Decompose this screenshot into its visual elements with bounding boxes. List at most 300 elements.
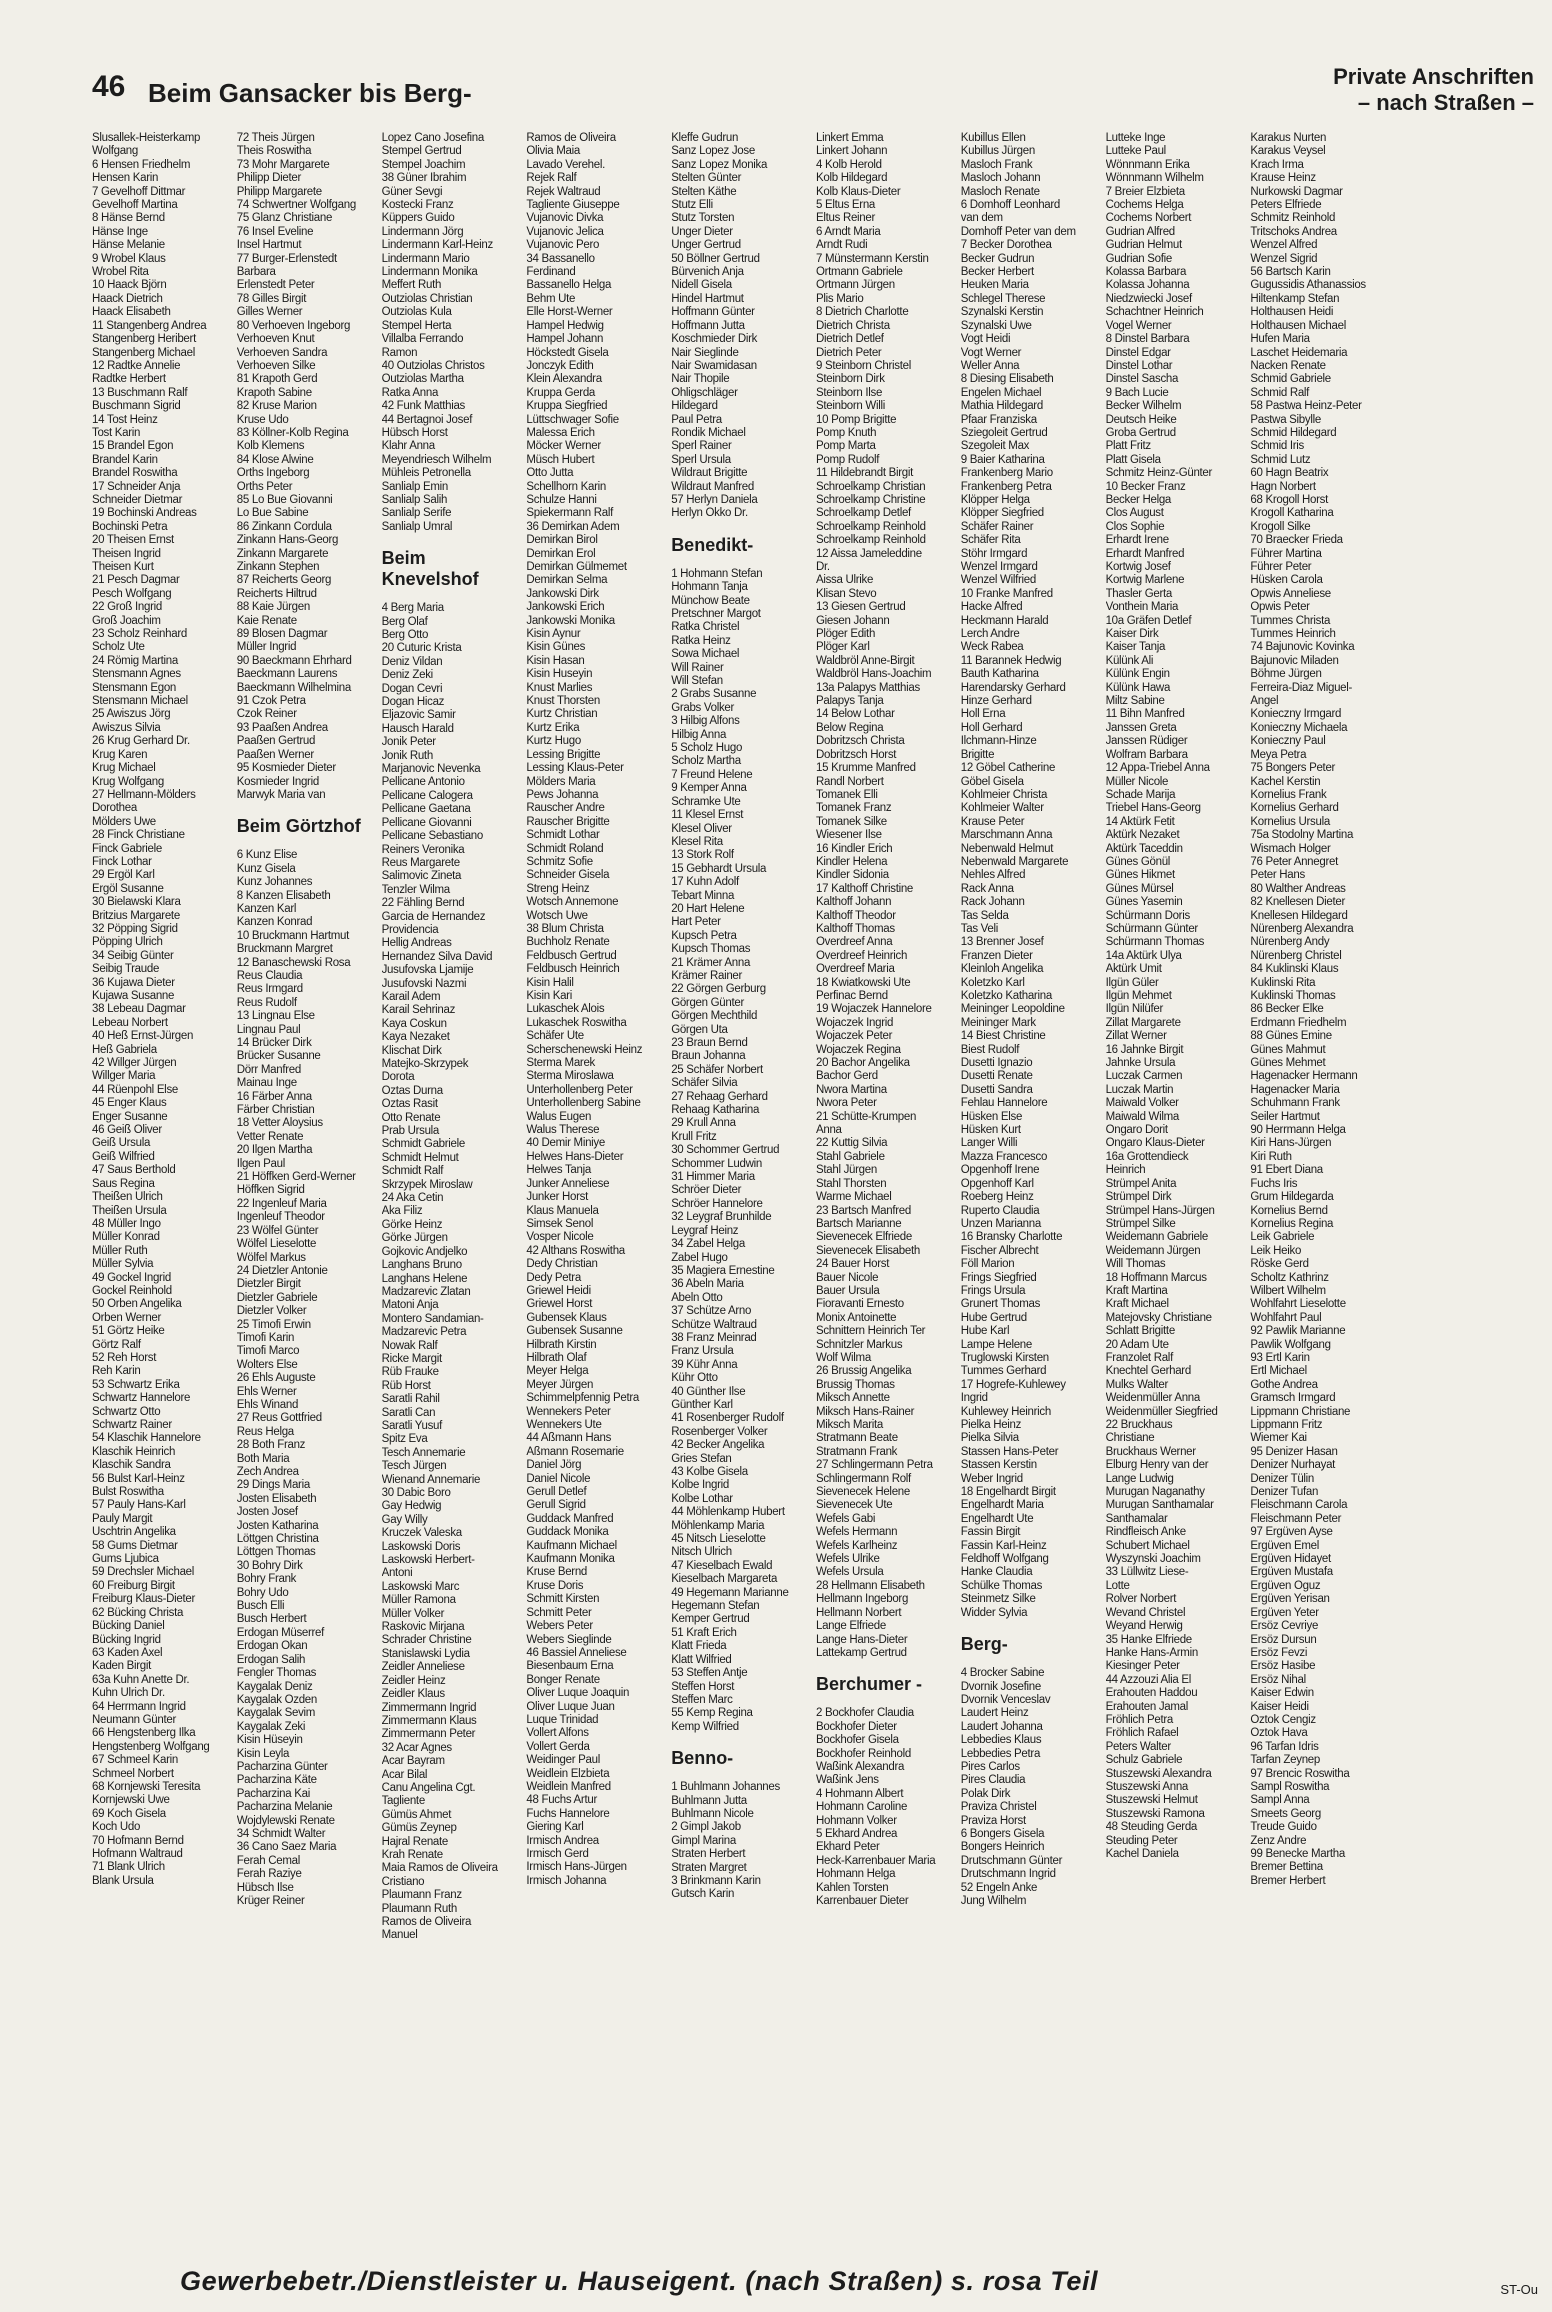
directory-entry: Philipp Margarete — [236, 185, 322, 198]
directory-entry: Meyendriesch Wilhelm — [381, 453, 492, 466]
directory-entry: Dr. — [815, 561, 830, 573]
directory-entry: Hensen Karin — [92, 172, 159, 185]
directory-entry: Giesen Johann — [815, 614, 890, 627]
directory-entry: Schäfer Rita — [960, 534, 1021, 547]
directory-entry: Thasler Gerta — [1105, 587, 1172, 600]
directory-entry: Klöpper Helga — [960, 493, 1030, 506]
directory-entry: Leik Gabriele — [1250, 1231, 1315, 1244]
directory-entry: Krull Fritz — [671, 1130, 717, 1143]
directory-entry: Haack Dietrich — [92, 292, 163, 305]
directory-entry: Reh Karin — [92, 1365, 141, 1378]
directory-entry: Rack Anna — [960, 882, 1014, 895]
directory-entry: Tas Selda — [960, 909, 1009, 922]
directory-entry: Stuszewski Helmut — [1105, 1794, 1198, 1807]
directory-entry: Groba Gertrud — [1105, 426, 1176, 439]
directory-entry: Montero Sandamian- — [381, 1312, 484, 1325]
page-header — [0, 0, 1552, 128]
directory-entry: 19 Bochinski Andreas — [92, 507, 197, 520]
directory-entry: 32 Pöpping Sigrid — [92, 922, 178, 935]
directory-entry: Hildegard — [671, 400, 718, 413]
directory-entry: 5 Ekhard Andrea — [815, 1827, 898, 1840]
directory-entry: 22 Groß Ingrid — [92, 601, 162, 614]
directory-entry: Föll Marion — [960, 1258, 1015, 1271]
directory-entry: Tummes Heinrich — [1250, 628, 1336, 641]
directory-entry: Engelhardt Maria — [960, 1499, 1044, 1512]
directory-entry: 6 Bongers Gisela — [960, 1827, 1045, 1840]
directory-entry: 57 Pauly Hans-Karl — [92, 1499, 186, 1512]
directory-entry: Demirkan Erol — [526, 547, 596, 560]
directory-entry: Gerull Sigrid — [526, 1499, 586, 1512]
directory-entry: Finck Gabriele — [92, 842, 162, 855]
directory-entry: Schlingermann Rolf — [815, 1472, 911, 1485]
directory-entry: Sanz Lopez Jose — [671, 145, 755, 158]
directory-entry: Wiesener Ilse — [815, 829, 882, 842]
directory-entry: 13 Lingnau Else — [236, 1010, 315, 1023]
directory-entry: Dietrich Detlef — [815, 333, 884, 346]
directory-entry: 24 Römig Martina — [92, 654, 178, 667]
directory-entry: Kolbe Ingrid — [671, 1479, 729, 1492]
directory-column — [816, 132, 961, 2260]
directory-entry: Vogt Werner — [960, 346, 1022, 359]
directory-entry: Spiekermann Ralf — [526, 507, 613, 520]
directory-entry: Busch Herbert — [236, 1613, 307, 1626]
directory-entry: Denizer Tülin — [1250, 1472, 1315, 1485]
directory-entry: Madzarevic Zlatan — [381, 1285, 471, 1298]
directory-entry: Biesenbaum Erna — [526, 1660, 614, 1673]
directory-entry: Sanlialp Salih — [381, 493, 448, 506]
directory-entry: Wolfgang — [92, 145, 138, 158]
directory-entry: Knust Marlies — [526, 681, 593, 694]
directory-entry: Irmisch Gerd — [526, 1848, 589, 1860]
directory-entry: Kruppa Siegfried — [526, 400, 608, 413]
directory-entry: Schmid Ralf — [1250, 386, 1310, 399]
directory-entry: 29 Krull Anna — [671, 1117, 736, 1130]
directory-entry: Hagenacker Maria — [1250, 1083, 1340, 1096]
directory-entry: Tummes Gerhard — [960, 1365, 1047, 1378]
directory-entry: Klaus Manuela — [526, 1204, 599, 1217]
directory-entry: Zimmermann Ingrid — [381, 1701, 477, 1714]
directory-entry: Hüsken Carola — [1250, 574, 1323, 587]
directory-entry: Hellig Andreas — [381, 937, 452, 950]
directory-entry: 70 Braecker Frieda — [1250, 534, 1343, 547]
directory-entry: Schmidt Helmut — [381, 1151, 459, 1164]
directory-entry: Kisin Hüseyin — [236, 1734, 303, 1747]
directory-entry: 11 Bihn Manfred — [1105, 708, 1185, 721]
directory-entry: Krogoll Katharina — [1250, 507, 1334, 520]
directory-entry: 83 Köllner-Kolb Regina — [236, 426, 349, 439]
directory-entry: Nurkowski Dagmar — [1250, 185, 1343, 198]
directory-entry: Kubillus Ellen — [960, 132, 1026, 144]
directory-entry: Pires Claudia — [960, 1774, 1026, 1787]
directory-entry: Schneider Gisela — [526, 869, 610, 882]
directory-entry: Brücker Susanne — [236, 1050, 321, 1063]
directory-entry: Tenzler Wilma — [381, 883, 450, 896]
directory-entry: 12 Radtke Annelie — [92, 359, 181, 372]
directory-entry: Aissa Ulrike — [815, 574, 874, 587]
directory-entry: 12 Göbel Catherine — [960, 762, 1056, 775]
directory-entry: Szegoleit Max — [960, 440, 1030, 453]
directory-entry: Groß Joachim — [92, 614, 161, 627]
directory-entry: Spitz Eva — [381, 1433, 428, 1446]
directory-entry: Dobritzsch Christa — [815, 735, 905, 748]
directory-entry: Wyszynski Joachim — [1105, 1553, 1201, 1566]
directory-entry: Ferah Cemal — [236, 1854, 300, 1867]
directory-entry: 76 Peter Annegret — [1250, 855, 1338, 868]
directory-entry: van dem — [960, 212, 1003, 225]
directory-entry: Tomanek Franz — [815, 802, 892, 815]
directory-entry: 36 Cano Saez Maria — [236, 1841, 337, 1854]
directory-entry: Zinkann Stephen — [236, 561, 320, 573]
directory-entry: 30 Dabic Boro — [381, 1487, 451, 1499]
directory-entry: Dvornik Venceslav — [960, 1693, 1051, 1706]
directory-entry: Maia Ramos de Oliveira — [381, 1862, 498, 1875]
directory-entry: Pomp Rudolf — [815, 453, 880, 466]
directory-entry: Murugan Naganathy — [1105, 1486, 1205, 1499]
directory-entry: Gubensek Susanne — [526, 1325, 623, 1338]
directory-entry: Marschmann Anna — [960, 829, 1053, 842]
directory-entry: Elburg Henry van der — [1105, 1459, 1209, 1472]
directory-entry: Gries Stefan — [671, 1452, 732, 1465]
directory-entry: 4 Hohmann Albert — [815, 1787, 904, 1800]
directory-entry: Lange Ludwig — [1105, 1472, 1174, 1485]
directory-entry: Stahl Gabriele — [815, 1150, 885, 1163]
directory-entry: Nürenberg Andy — [1250, 936, 1330, 949]
directory-entry: Stensmann Egon — [92, 681, 177, 694]
directory-entry: Verhoeven Silke — [236, 359, 316, 372]
directory-entry: Miksch Marita — [815, 1419, 884, 1431]
directory-entry: 56 Bartsch Karin — [1250, 266, 1331, 279]
directory-entry: 48 Fuchs Artur — [526, 1794, 597, 1807]
directory-entry: Kalthoff Thomas — [815, 922, 895, 935]
directory-entry: Krach Irma — [1250, 158, 1304, 171]
directory-entry: 32 Acar Agnes — [381, 1741, 452, 1754]
directory-entry: Christiane — [1105, 1432, 1155, 1445]
directory-entry: Maiwald Wilma — [1105, 1110, 1179, 1123]
directory-entry: Kraft Michael — [1105, 1298, 1169, 1311]
directory-column — [92, 132, 237, 2260]
directory-entry: Monix Antoinette — [815, 1311, 897, 1324]
directory-column — [382, 132, 527, 2260]
directory-entry: Wiemer Kai — [1250, 1432, 1307, 1445]
directory-entry: Mühleis Petronella — [381, 467, 471, 480]
directory-entry: 1 Buhlmann Johannes — [671, 1781, 780, 1794]
directory-entry: Treude Guido — [1250, 1821, 1317, 1834]
directory-entry: Plis Mario — [815, 292, 864, 305]
directory-entry: Klöpper Siegfried — [960, 507, 1044, 520]
directory-entry: Hofmann Waltraud — [92, 1848, 183, 1860]
directory-entry: Kieselbach Margareta — [671, 1573, 778, 1586]
directory-entry: Strümpel Hans-Jürgen — [1105, 1204, 1215, 1217]
directory-entry: Dietrich Christa — [815, 319, 890, 332]
directory-entry: Opgenhoff Irene — [960, 1164, 1040, 1177]
directory-entry: Leik Heiko — [1250, 1244, 1302, 1257]
directory-entry: Kaygalak Deniz — [236, 1680, 313, 1693]
directory-entry: 89 Blosen Dagmar — [236, 628, 328, 641]
directory-entry: 29 Ergöl Karl — [92, 869, 155, 882]
directory-entry: Ferreira-Diaz Miguel- — [1250, 681, 1353, 694]
directory-entry: Marwyk Maria van — [236, 788, 326, 801]
directory-entry: 63a Kuhn Anette Dr. — [92, 1673, 190, 1686]
directory-entry: Aßmann Rosemarie — [526, 1445, 624, 1458]
directory-entry: Wrobel Rita — [92, 266, 149, 279]
directory-entry: 91 Ebert Diana — [1250, 1164, 1323, 1177]
directory-entry: Schmidt Gabriele — [381, 1138, 465, 1151]
directory-entry: Schülke Thomas — [960, 1579, 1043, 1592]
directory-entry: Reiners Veronika — [381, 843, 465, 856]
directory-entry: Wevand Christel — [1105, 1606, 1186, 1619]
directory-entry: Schroelkamp Christian — [815, 480, 926, 493]
directory-entry: Nair Swamidasan — [671, 359, 757, 372]
directory-entry: Klatt Wilfried — [671, 1653, 732, 1666]
directory-entry: 32 Leygraf Brunhilde — [671, 1211, 772, 1224]
directory-entry: Timofi Marco — [236, 1345, 300, 1358]
directory-entry: Erdmann Friedhelm — [1250, 1016, 1347, 1029]
directory-entry: Buhlmann Jutta — [671, 1794, 747, 1807]
directory-entry: Nebenwald Margarete — [960, 855, 1069, 868]
directory-entry: Lindermann Jörg — [381, 225, 464, 238]
directory-entry: Stelten Günter — [671, 172, 742, 185]
directory-entry: Unger Gertrud — [671, 239, 741, 252]
directory-entry: Löttgen Christina — [236, 1533, 319, 1546]
directory-entry: Steinborn Willi — [815, 400, 885, 413]
directory-entry: Grunert Thomas — [960, 1298, 1041, 1311]
directory-entry: Görtz Ralf — [92, 1338, 141, 1351]
directory-entry: Deniz Vildan — [381, 655, 443, 668]
directory-entry: Weller Anna — [960, 359, 1020, 372]
directory-entry: Lebeau Norbert — [92, 1016, 168, 1029]
directory-entry: Meffert Ruth — [381, 279, 442, 292]
directory-entry: Müller Nicole — [1105, 775, 1169, 788]
directory-entry: Dorothea — [92, 802, 137, 815]
directory-entry: Sanlialp Emin — [381, 480, 449, 493]
directory-entry: Sperl Ursula — [671, 453, 731, 466]
directory-entry: Kaya Coskun — [381, 1017, 447, 1030]
directory-entry: 23 Bartsch Manfred — [815, 1204, 911, 1217]
directory-entry: Karakus Veysel — [1250, 145, 1326, 158]
directory-entry: Kuhn Ulrich Dr. — [92, 1687, 165, 1700]
directory-entry: 13 Brenner Josef — [960, 936, 1044, 949]
directory-entry: 18 Hoffmann Marcus — [1105, 1271, 1207, 1284]
directory-entry: Kohlmeier Walter — [960, 802, 1044, 815]
directory-entry: 78 Gilles Birgit — [236, 292, 307, 305]
directory-entry: Laschet Heidemaria — [1250, 346, 1348, 359]
directory-entry: Hohmann Helga — [815, 1868, 896, 1881]
directory-entry: 70 Hofmann Bernd — [92, 1834, 184, 1847]
directory-entry: Pellicane Antonio — [381, 776, 465, 789]
directory-entry: Hilbrath Kirstin — [526, 1338, 597, 1351]
directory-entry: 24 Aka Cetin — [381, 1192, 444, 1205]
directory-entry: Bauer Nicole — [815, 1271, 879, 1284]
directory-entry: Marjanovic Nevenka — [381, 763, 481, 776]
directory-entry: Fuchs Hannelore — [526, 1807, 610, 1820]
directory-entry: Saus Regina — [92, 1177, 155, 1190]
directory-entry: Angel — [1250, 695, 1279, 708]
directory-entry: 16 Jahnke Birgit — [1105, 1043, 1184, 1056]
directory-entry: Fengler Thomas — [236, 1667, 317, 1680]
directory-entry — [816, 1660, 957, 1664]
directory-column — [237, 132, 382, 2260]
directory-entry: Hänse Melanie — [92, 239, 165, 252]
directory-entry: Hajral Renate — [381, 1835, 449, 1848]
directory-entry: Klesel Rita — [671, 835, 723, 848]
directory-entry: 35 Magiera Ernestine — [671, 1264, 775, 1277]
directory-entry: Erdogan Okan — [236, 1640, 308, 1653]
directory-entry: Günther Karl — [671, 1398, 733, 1411]
directory-entry: Sowa Michael — [671, 648, 740, 661]
directory-entry: Kurtz Hugo — [526, 735, 581, 748]
directory-entry: Hohmann Tanja — [671, 581, 748, 594]
directory-entry: Lampe Helene — [960, 1338, 1032, 1351]
directory-entry: Schäfer Silvia — [671, 1077, 738, 1090]
directory-column — [1106, 132, 1251, 2260]
directory-entry: Steuding Peter — [1105, 1834, 1178, 1847]
directory-entry: 20 Cuturic Krista — [381, 642, 462, 655]
directory-entry: 19 Wojaczek Hannelore — [815, 1003, 932, 1016]
directory-entry: Kolb Hildegard — [815, 172, 888, 185]
directory-entry: Kisin Hasan — [526, 654, 585, 667]
directory-entry: Kaufmann Monika — [526, 1553, 615, 1566]
directory-entry: Bohry Frank — [236, 1573, 297, 1586]
directory-entry: Wohlfahrt Paul — [1250, 1311, 1322, 1324]
directory-entry: Reus Rudolf — [236, 996, 297, 1009]
directory-entry: Erhardt Manfred — [1105, 547, 1185, 560]
directory-entry: Vogt Heidi — [960, 333, 1011, 346]
directory-entry: Junker Horst — [526, 1191, 588, 1204]
directory-entry: Reus Helga — [236, 1425, 294, 1438]
directory-entry: Buhlmann Nicole — [671, 1807, 754, 1820]
directory-entry: 96 Tarfan Idris — [1250, 1740, 1319, 1753]
directory-entry: Gramsch Irmgard — [1250, 1392, 1336, 1405]
directory-entry: Jung Wilhelm — [960, 1895, 1027, 1907]
directory-entry: Fischer Albrecht — [960, 1244, 1039, 1257]
directory-entry — [237, 802, 378, 806]
directory-entry: 10 Franke Manfred — [960, 587, 1053, 600]
directory-entry: Schmid Lutz — [1250, 453, 1311, 466]
directory-entry: Weidemann Jürgen — [1105, 1244, 1201, 1257]
directory-entry: Schroelkamp Reinhold — [815, 520, 926, 533]
directory-entry: Wenzel Sigrid — [1250, 252, 1318, 265]
directory-entry: 23 Braun Bernd — [671, 1037, 748, 1049]
directory-entry: Anna — [815, 1124, 842, 1137]
directory-entry: 9 Bach Lucie — [1105, 386, 1169, 399]
directory-entry: 38 Franz Meinrad — [671, 1331, 757, 1344]
directory-entry: Schulz Gabriele — [1105, 1754, 1183, 1767]
directory-entry: Enger Susanne — [92, 1110, 168, 1123]
directory-entry: Münchow Beate — [671, 594, 750, 607]
directory-column — [1250, 132, 1395, 2260]
directory-entry: 4 Berg Maria — [381, 602, 444, 615]
directory-entry: 46 Geiß Oliver — [92, 1124, 162, 1137]
directory-entry: Outziolas Kula — [381, 306, 452, 319]
directory-entry: 42 Willger Jürgen — [92, 1057, 177, 1070]
directory-entry: Gümüs Zeynep — [381, 1822, 457, 1835]
directory-entry: Helwes Hans-Dieter — [526, 1150, 624, 1163]
directory-entry: 18 Engelhardt Birgit — [960, 1486, 1056, 1499]
directory-entry: 24 Bauer Horst — [815, 1258, 890, 1271]
directory-entry: 16 Bransky Charlotte — [960, 1231, 1063, 1244]
directory-entry: 34 Seibig Günter — [92, 949, 174, 962]
directory-entry: Blank Ursula — [92, 1874, 154, 1887]
directory-entry: 7 Becker Dorothea — [960, 239, 1052, 252]
directory-entry: 91 Czok Petra — [236, 695, 306, 708]
directory-entry: Schade Marija — [1105, 788, 1176, 801]
directory-entry: 25 Awiszus Jörg — [92, 708, 171, 721]
directory-entry: Sanlialp Ümral — [381, 520, 453, 533]
directory-entry: Kachel Daniela — [1105, 1848, 1179, 1860]
directory-entry: Will Rainer — [671, 661, 724, 674]
directory-entry: Schubert Michael — [1105, 1539, 1190, 1552]
directory-entry: Sperl Rainer — [671, 440, 732, 453]
directory-entry: Kisin Günes — [526, 641, 586, 654]
directory-entry: Zenz Andre — [1250, 1834, 1307, 1847]
directory-entry: Kornelius Gerhard — [1250, 802, 1339, 815]
directory-entry: Erdogan Salih — [236, 1653, 306, 1666]
directory-entry: Hengstenberg Wolfgang — [92, 1740, 210, 1753]
directory-entry: Scholz Ute — [92, 641, 145, 654]
directory-entry: Cochems Helga — [1105, 199, 1184, 212]
directory-entry: Timofi Karin — [236, 1331, 295, 1344]
directory-entry: Schachtner Heinrich — [1105, 306, 1204, 319]
directory-entry: Ilgün Güler — [1105, 976, 1159, 989]
directory-entry: Stanislawski Lydia — [381, 1647, 470, 1660]
directory-entry: Günes Mahmut — [1250, 1043, 1326, 1056]
directory-entry: 97 Ergüven Ayse — [1250, 1526, 1333, 1539]
directory-entry: Dinstel Sascha — [1105, 373, 1179, 386]
directory-entry: 82 Kruse Marion — [236, 400, 317, 413]
directory-entry: 50 Böllner Gertrud — [671, 252, 760, 265]
directory-entry: Pomp Marta — [815, 440, 876, 453]
page-number: 46 — [92, 70, 126, 103]
directory-entry: Kalthoff Johann — [815, 896, 892, 909]
directory-entry: Nitsch Ulrich — [671, 1546, 732, 1559]
directory-entry: Schramke Ute — [671, 795, 741, 808]
directory-entry: Rondik Michael — [671, 426, 746, 439]
directory-entry: 23 Scholz Reinhard — [92, 628, 187, 641]
directory-entry: Irmisch Johanna — [526, 1874, 607, 1887]
directory-entry: 22 Fähling Bernd — [381, 897, 465, 910]
directory-entry: Schmitz Sofie — [526, 855, 593, 868]
directory-entry: Steinmetz Silke — [960, 1593, 1036, 1606]
directory-entry: Daniel Nicole — [526, 1472, 591, 1485]
directory-entry: Kaiser Heidi — [1250, 1700, 1309, 1713]
directory-entry: Kaygalak Özden — [236, 1693, 317, 1706]
directory-entry: Leygraf Heinz — [671, 1224, 739, 1237]
directory-entry: Stangenberg Michael — [92, 346, 195, 359]
directory-entry: Kraft Martina — [1105, 1284, 1168, 1297]
directory-entry: Finck Lothar — [92, 855, 152, 868]
directory-entry: Kaiser Dirk — [1105, 628, 1159, 641]
directory-entry — [961, 1620, 1102, 1624]
directory-entry: Waßink Alexandra — [815, 1760, 905, 1773]
directory-entry: Masloch Renate — [960, 185, 1040, 198]
directory-entry: Fleischmann Carola — [1250, 1499, 1348, 1512]
directory-entry: Lattekamp Gertrud — [815, 1646, 907, 1659]
directory-entry: Weck Rabea — [960, 641, 1024, 654]
directory-columns — [92, 132, 1540, 2260]
directory-entry: Theißen Ursula — [92, 1204, 167, 1217]
directory-entry: Wolfram Barbara — [1105, 748, 1188, 761]
directory-entry: 59 Drechsler Michael — [92, 1566, 195, 1579]
directory-entry: 34 Schmidt Walter — [236, 1827, 326, 1840]
directory-entry: Weber Ingrid — [960, 1472, 1023, 1485]
directory-entry: 11 Stangenberg Andrea — [92, 319, 207, 332]
directory-entry: Konieczny Irmgard — [1250, 708, 1342, 721]
directory-entry: Jusufovska Ljamije — [381, 964, 474, 977]
directory-entry: Barbara — [236, 266, 276, 279]
directory-entry: 38 Blum Christa — [526, 922, 604, 935]
directory-entry: Böhme Jürgen — [1250, 668, 1322, 681]
footer-code: ST-Ou — [1500, 2282, 1538, 2297]
